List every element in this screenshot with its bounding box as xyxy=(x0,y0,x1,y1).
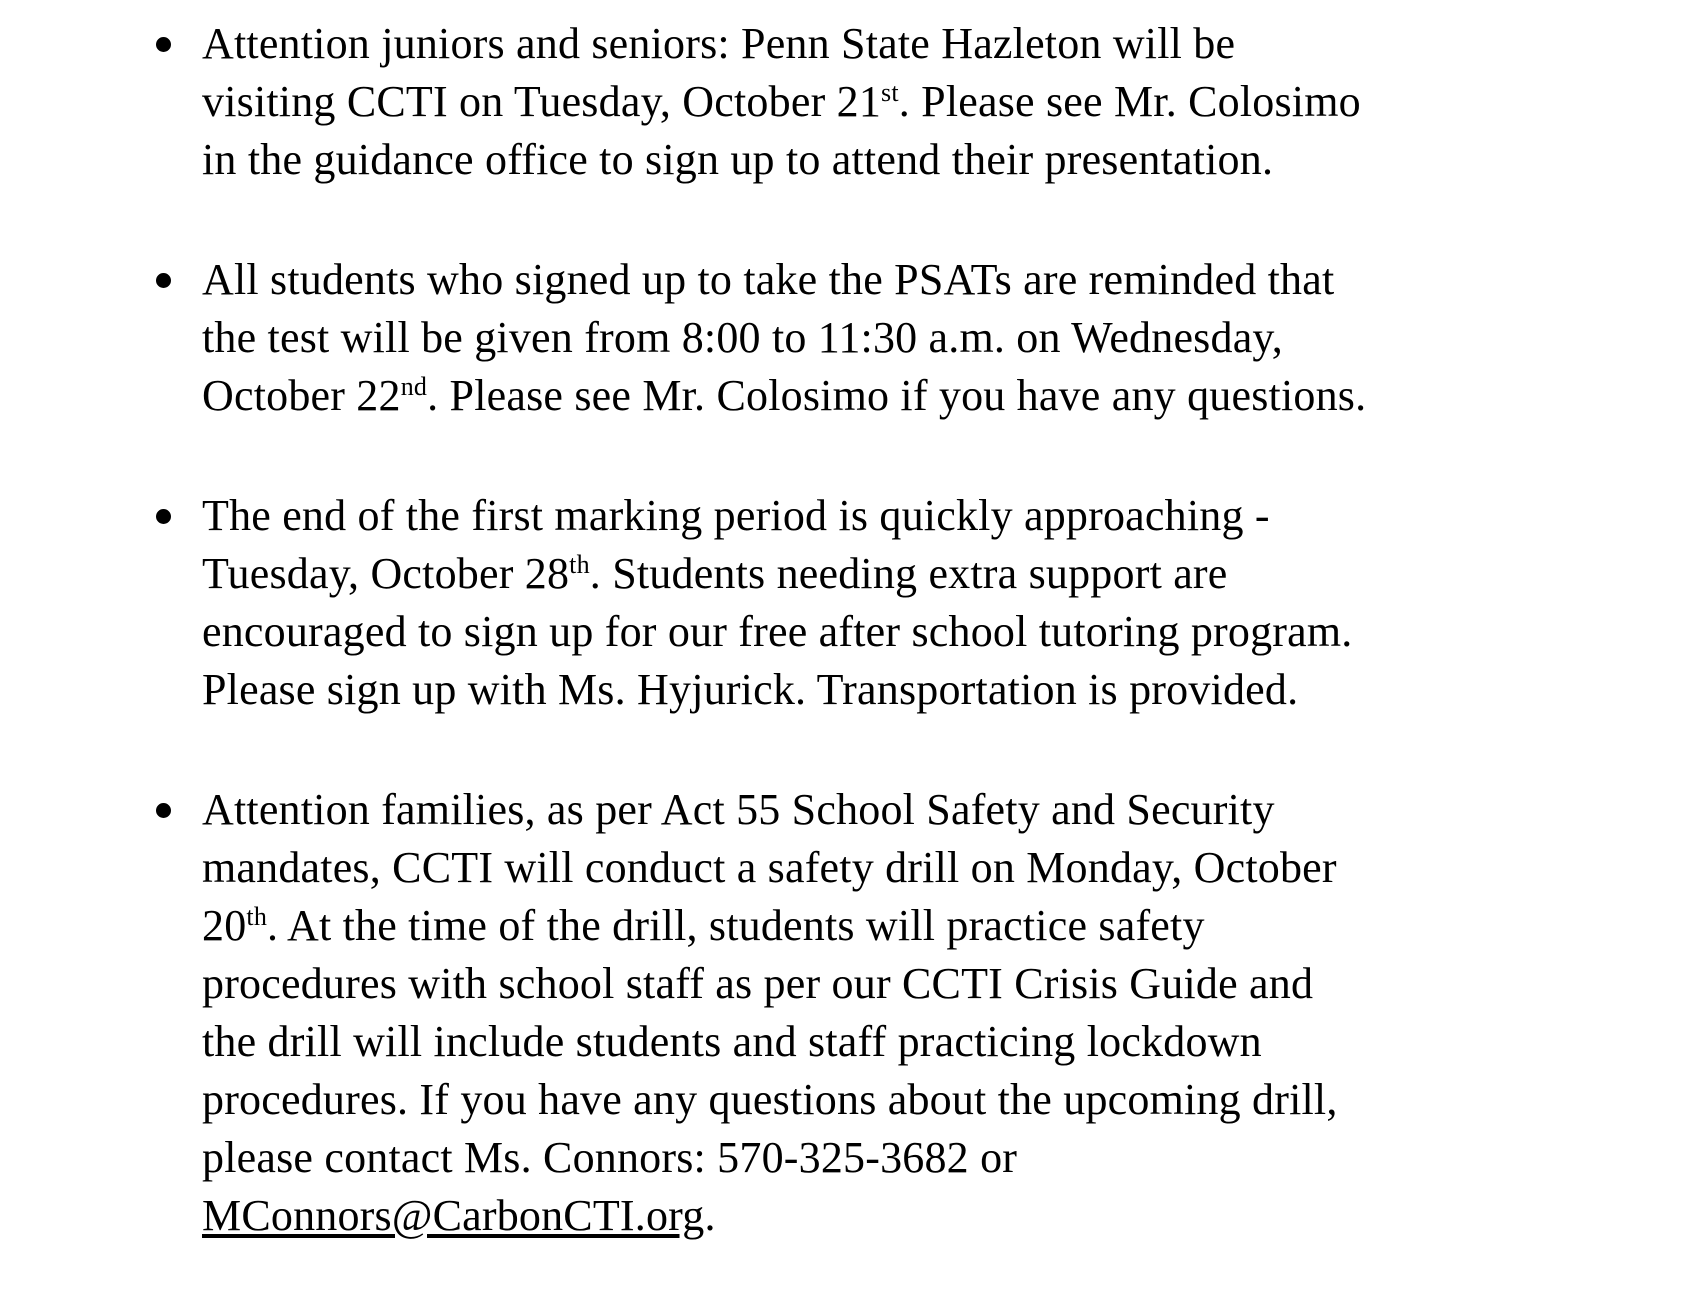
line-text: 20 xyxy=(202,901,247,950)
line-text-continued: . Please see Mr. Colosimo if you have any questions. xyxy=(427,371,1367,420)
announcement-line xyxy=(202,897,1700,955)
line-text-continued: . Please see Mr. Colosimo xyxy=(898,77,1361,126)
line-text: procedures. If you have any questions about the upcoming drill, xyxy=(202,1075,1338,1124)
line-text: Tuesday, October 28 xyxy=(202,549,570,598)
announcement-line xyxy=(202,839,1700,897)
line-text: encouraged to sign up for our free after school tutoring program. xyxy=(202,607,1353,656)
line-text: All students who signed up to take the PSATs are reminded that xyxy=(202,255,1335,304)
bullet-icon xyxy=(156,803,171,818)
announcement-item xyxy=(0,781,1700,1245)
announcement-line xyxy=(202,309,1700,367)
line-text: the test will be given from 8:00 to 11:30 a.m. on Wednesday, xyxy=(202,313,1283,362)
announcement-line xyxy=(202,1013,1700,1071)
line-text: October 22 xyxy=(202,371,401,420)
line-text: procedures with school staff as per our CCTI Crisis Guide and xyxy=(202,959,1314,1008)
bullet-icon xyxy=(156,509,171,524)
announcement-line xyxy=(202,603,1700,661)
announcement-line xyxy=(202,661,1700,719)
announcement-line xyxy=(202,251,1700,309)
announcement-line xyxy=(202,1071,1700,1129)
line-text: in the guidance office to sign up to attend their presentation. xyxy=(202,135,1274,184)
line-text: The end of the first marking period is quickly approaching - xyxy=(202,491,1270,540)
bullet-icon xyxy=(156,37,171,52)
line-text-continued: . xyxy=(704,1191,716,1240)
line-text: Please sign up with Ms. Hyjurick. Transportation is provided. xyxy=(202,665,1299,714)
email-link[interactable]: MConnors@CarbonCTI.org xyxy=(202,1191,705,1240)
announcement-item xyxy=(0,15,1700,189)
announcement-line xyxy=(202,367,1700,425)
line-text-continued: . Students needing extra support are xyxy=(589,549,1228,598)
announcement-line xyxy=(202,15,1700,73)
ordinal-suffix: th xyxy=(569,550,590,579)
ordinal-suffix: st xyxy=(881,78,899,107)
announcement-list xyxy=(0,15,1700,1307)
line-text: please contact Ms. Connors: 570-325-3682 or xyxy=(202,1133,1018,1182)
line-text: visiting CCTI on Tuesday, October 21 xyxy=(202,77,882,126)
announcement-line xyxy=(202,781,1700,839)
line-text: Attention families, as per Act 55 School Safety and Security xyxy=(202,785,1275,834)
line-text: the drill will include students and staff practicing lockdown xyxy=(202,1017,1262,1066)
announcement-item xyxy=(0,487,1700,719)
announcement-line xyxy=(202,487,1700,545)
announcement-line xyxy=(202,955,1700,1013)
bullet-icon xyxy=(156,273,171,288)
line-text: Attention juniors and seniors: Penn State Hazleton will be xyxy=(202,19,1236,68)
announcement-line xyxy=(202,1187,1700,1245)
announcement-line xyxy=(202,131,1700,189)
line-text-continued: . At the time of the drill, students will practice safety xyxy=(267,901,1205,950)
announcement-item xyxy=(0,251,1700,425)
announcement-line xyxy=(202,73,1700,131)
ordinal-suffix: th xyxy=(246,902,268,931)
announcement-line xyxy=(202,545,1700,603)
ordinal-suffix: nd xyxy=(400,372,428,401)
line-text: mandates, CCTI will conduct a safety drill on Monday, October xyxy=(202,843,1337,892)
announcement-line xyxy=(202,1129,1700,1187)
